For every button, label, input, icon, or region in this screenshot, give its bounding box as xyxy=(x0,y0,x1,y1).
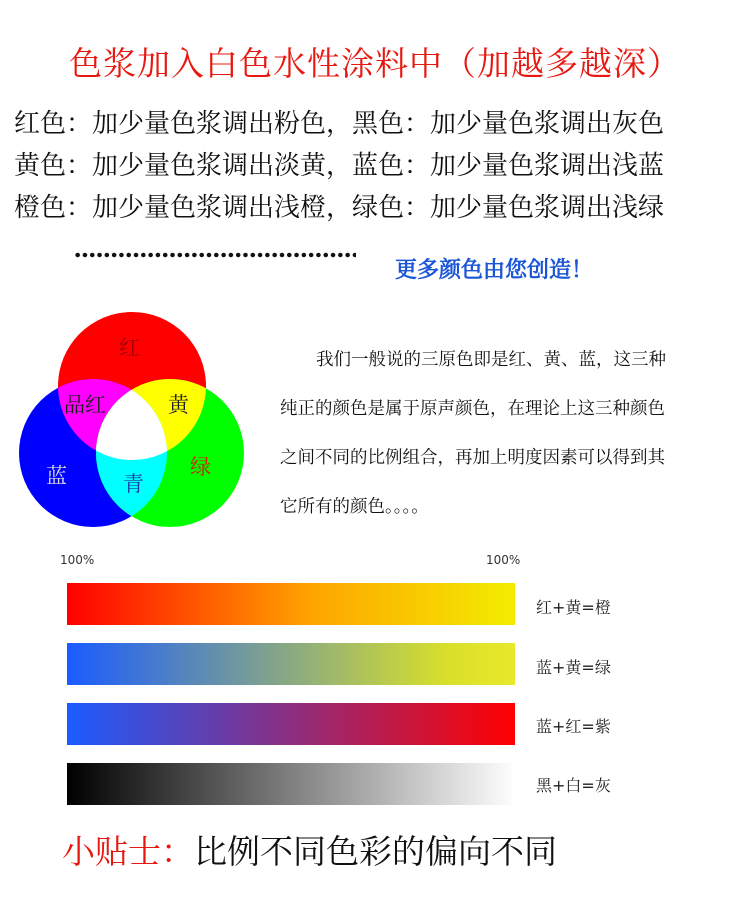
label-cyan: 青 xyxy=(123,472,144,496)
instruction-line-3: 橙色：加少量色浆调出浅橙，绿色：加少量色浆调出浅绿 xyxy=(14,193,665,223)
more-colors-slogan: 更多颜色由您创造！ xyxy=(395,258,594,283)
tip-label: 小贴士： xyxy=(62,832,194,871)
tip-text: 比例不同色彩的偏向不同 xyxy=(194,832,557,871)
gradient-label-orange: 红+黄=橙 xyxy=(536,598,611,617)
tip-line xyxy=(62,826,557,873)
primary-colors-paragraph xyxy=(280,336,726,532)
paragraph-line-1: 我们一般说的三原色即是红、黄、蓝，这三种 xyxy=(316,350,666,370)
gradient-left-percent: 100% xyxy=(60,553,95,567)
instruction-line-2: 黄色：加少量色浆调出淡黄，蓝色：加少量色浆调出浅蓝 xyxy=(14,151,665,181)
gradient-bar-blue-yellow xyxy=(67,643,515,685)
paragraph-line-2: 纯正的颜色是属于原声颜色，在理论上这三种颜色 xyxy=(280,399,665,419)
paragraph-line-3: 之间不同的比例组合，再加上明度因素可以得到其 xyxy=(280,448,665,468)
label-yellow: 黄 xyxy=(168,393,189,417)
label-red: 红 xyxy=(119,336,140,360)
label-magenta: 品红 xyxy=(64,393,106,417)
color-venn-diagram xyxy=(18,312,248,532)
instruction-line-1: 红色：加少量色浆调出粉色，黑色：加少量色浆调出灰色 xyxy=(14,109,665,139)
dotted-divider xyxy=(74,250,356,260)
page-title: 色浆加入白色水性涂料中（加越多越深） xyxy=(69,44,681,83)
gradient-bar-red-yellow xyxy=(67,583,515,625)
gradient-label-purple: 蓝+红=紫 xyxy=(536,717,611,736)
gradient-right-percent: 100% xyxy=(486,553,521,567)
gradient-label-gray: 黑+白=灰 xyxy=(536,776,611,795)
label-blue: 蓝 xyxy=(46,464,67,488)
gradient-bar-blue-red xyxy=(67,703,515,745)
gradient-label-green: 蓝+黄=绿 xyxy=(536,658,611,677)
gradient-bar-black-white xyxy=(67,763,515,805)
paragraph-line-4: 它所有的颜色。。。。 xyxy=(280,497,429,517)
label-green: 绿 xyxy=(190,455,211,479)
